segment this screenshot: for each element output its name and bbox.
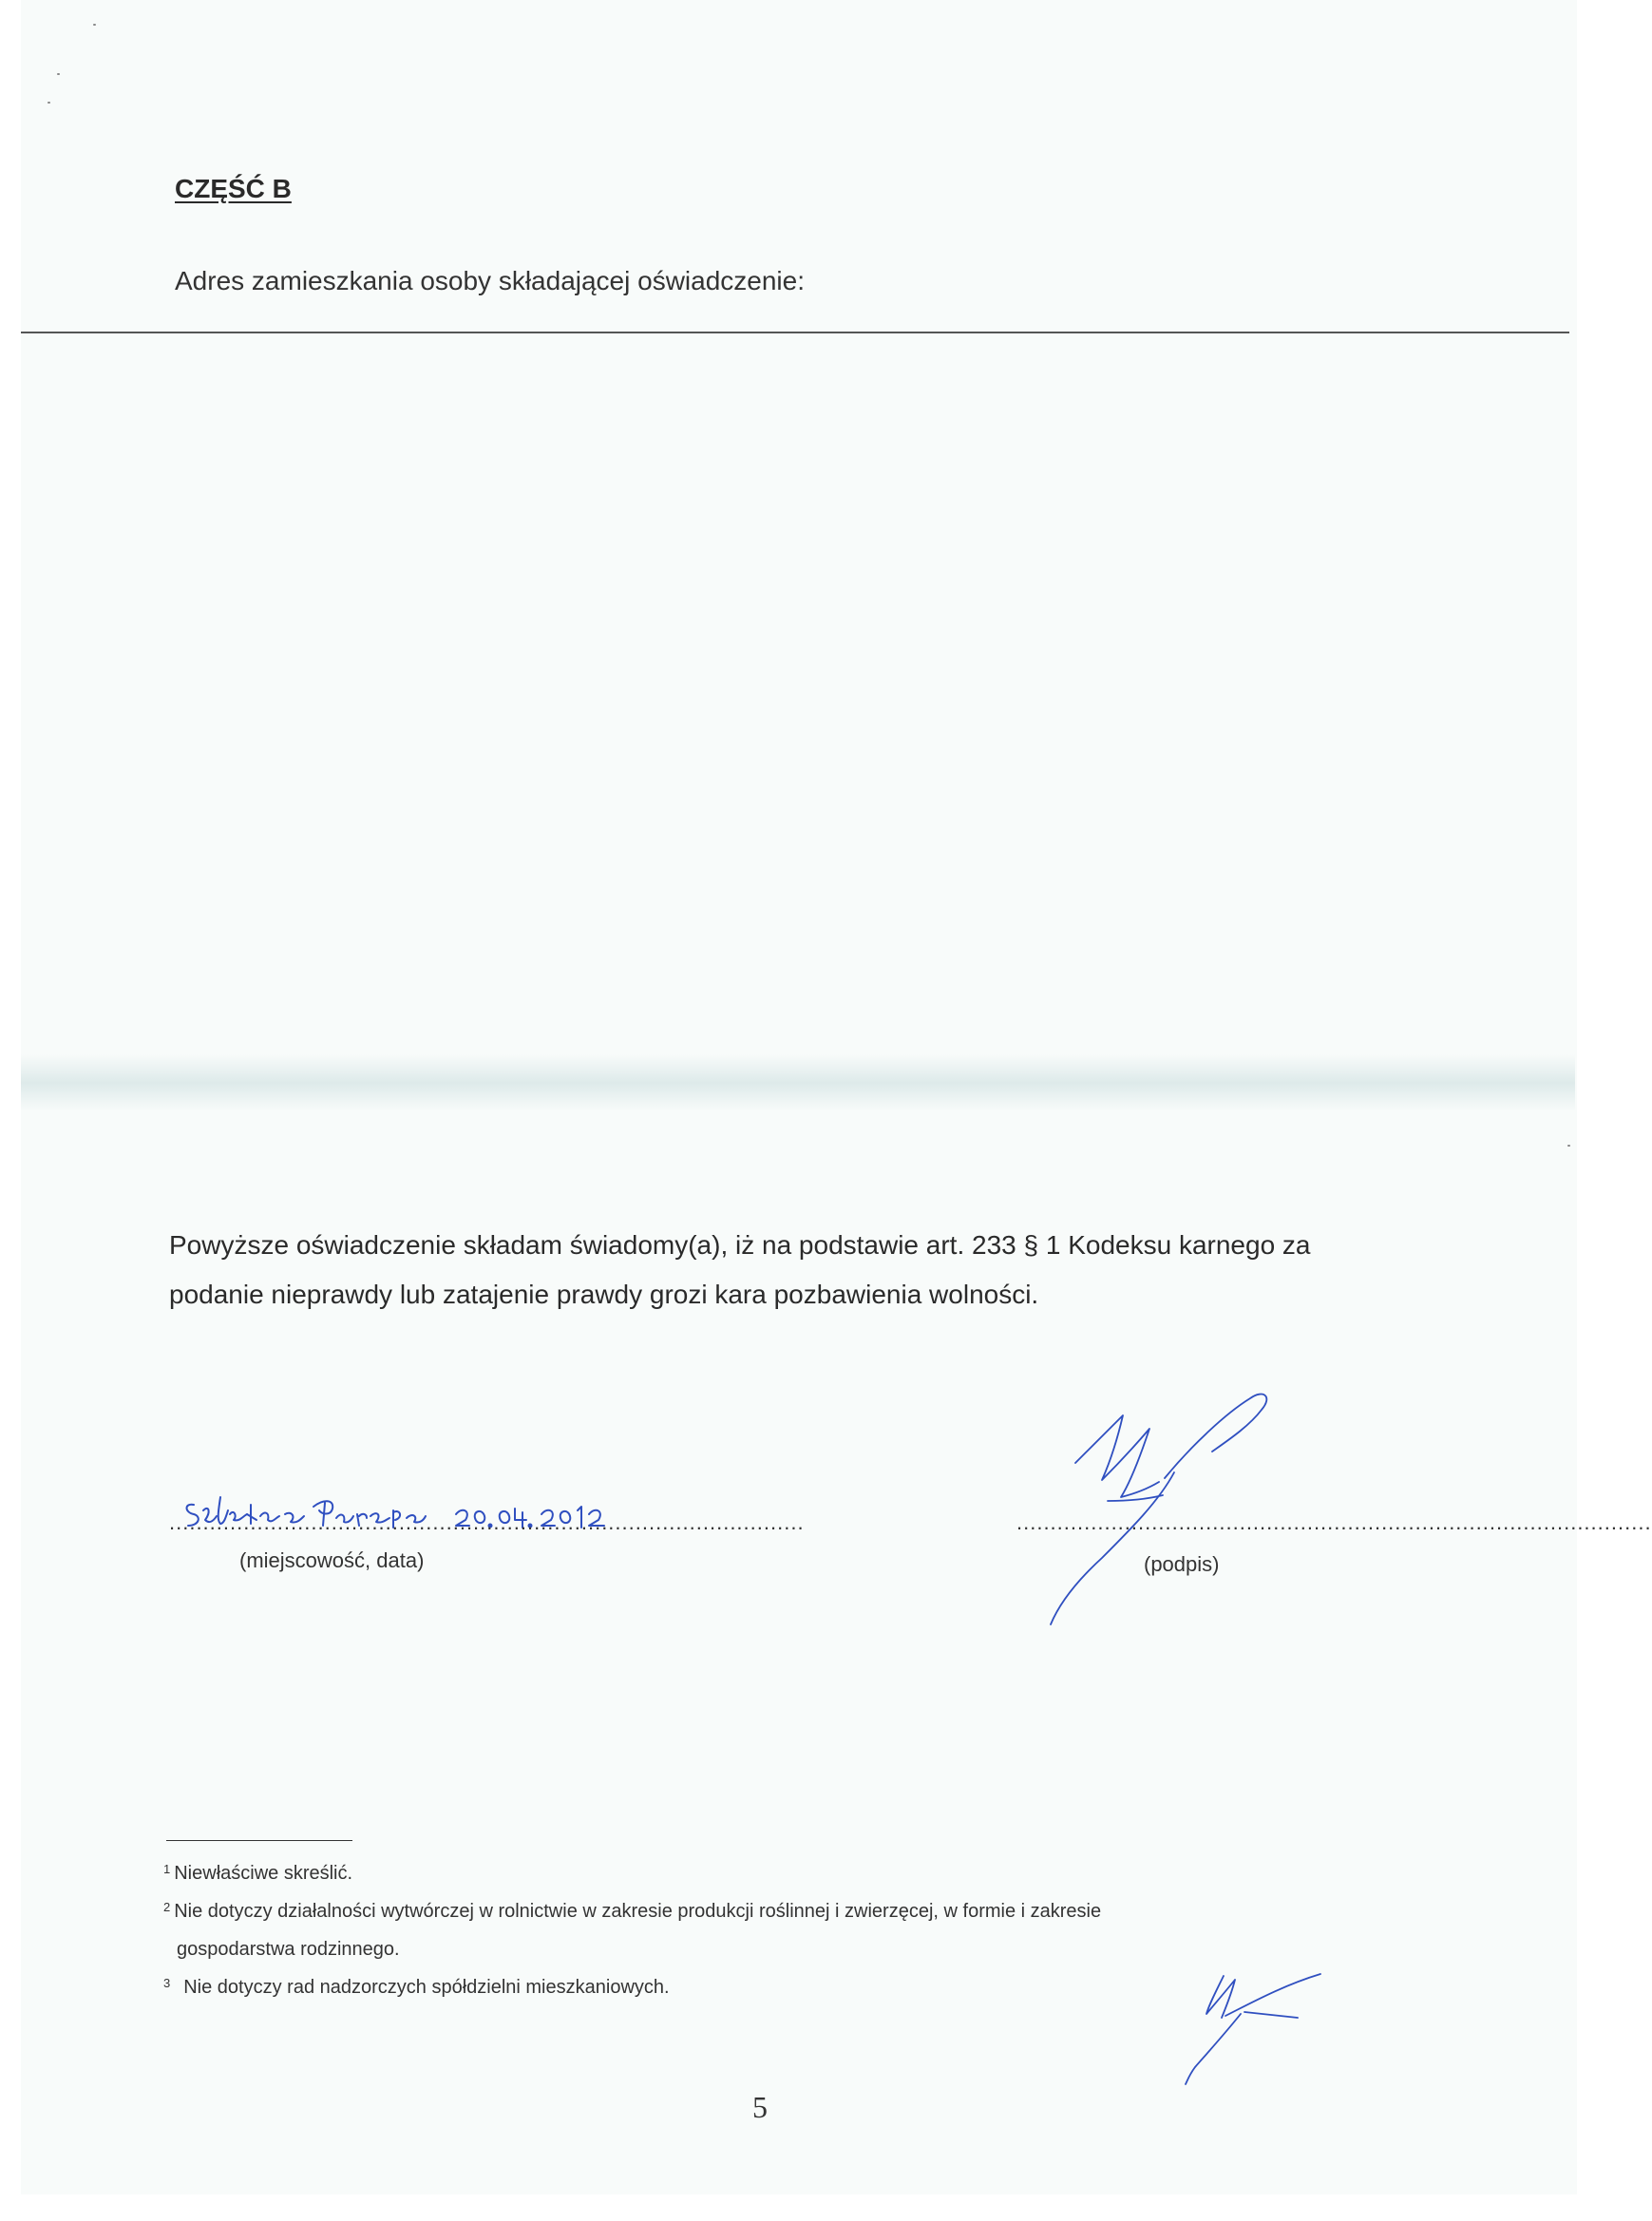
footnote-2 bbox=[163, 1892, 1303, 1930]
footnote-2-continuation bbox=[163, 1930, 1303, 1968]
signature-dotted-line: .............................................................................................. bbox=[1016, 1510, 1652, 1534]
paper-fold bbox=[21, 1054, 1575, 1111]
address-line bbox=[21, 332, 1569, 333]
footnote-separator bbox=[166, 1840, 352, 1841]
scan-speck bbox=[93, 24, 96, 26]
handwritten-signature bbox=[988, 1358, 1330, 1624]
declaration-text: Powyższe oświadczenie składam świadomy(a), iż na podstawie art. 233 § 1 Kodeksu karnego za podanie nieprawdy lub zatajenie prawdy grozi kara pozbawienia wolności. bbox=[169, 1230, 1311, 1309]
footnote-text: gospodarstwa rodzinnego. bbox=[177, 1939, 400, 1960]
footnotes bbox=[163, 1854, 1303, 2006]
footnote-text: Nie dotyczy rad nadzorczych spółdzielni mieszkaniowych. bbox=[183, 1977, 670, 1998]
footnote-marker: 2 bbox=[163, 1900, 171, 1914]
footnote-marker: 3 bbox=[163, 1976, 171, 1990]
footnote-marker: 1 bbox=[163, 1862, 171, 1876]
footnote-text: Niewłaściwe skreślić. bbox=[174, 1863, 353, 1884]
place-date-dotted-line: .............................................................................................. bbox=[169, 1510, 805, 1534]
signature-caption: (podpis) bbox=[1144, 1552, 1220, 1576]
footnote-text: Nie dotyczy działalności wytwórczej w rolnictwie w zakresie produkcji roślinnej i zwierzęcej, w formie i zakresie bbox=[174, 1901, 1102, 1922]
scan-speck bbox=[57, 73, 60, 75]
footnote-1 bbox=[163, 1854, 1303, 1892]
footnote-3 bbox=[163, 1968, 1303, 2006]
section-title: CZĘŚĆ B bbox=[175, 174, 292, 203]
scan-speck bbox=[1567, 1145, 1570, 1147]
scan-speck bbox=[47, 102, 50, 104]
place-date-caption: (miejscowość, data) bbox=[239, 1548, 425, 1572]
page-number: 5 bbox=[752, 2090, 768, 2124]
address-label: Adres zamieszkania osoby składającej oświadczenie: bbox=[175, 266, 806, 295]
handwritten-initials bbox=[1149, 1957, 1339, 2085]
